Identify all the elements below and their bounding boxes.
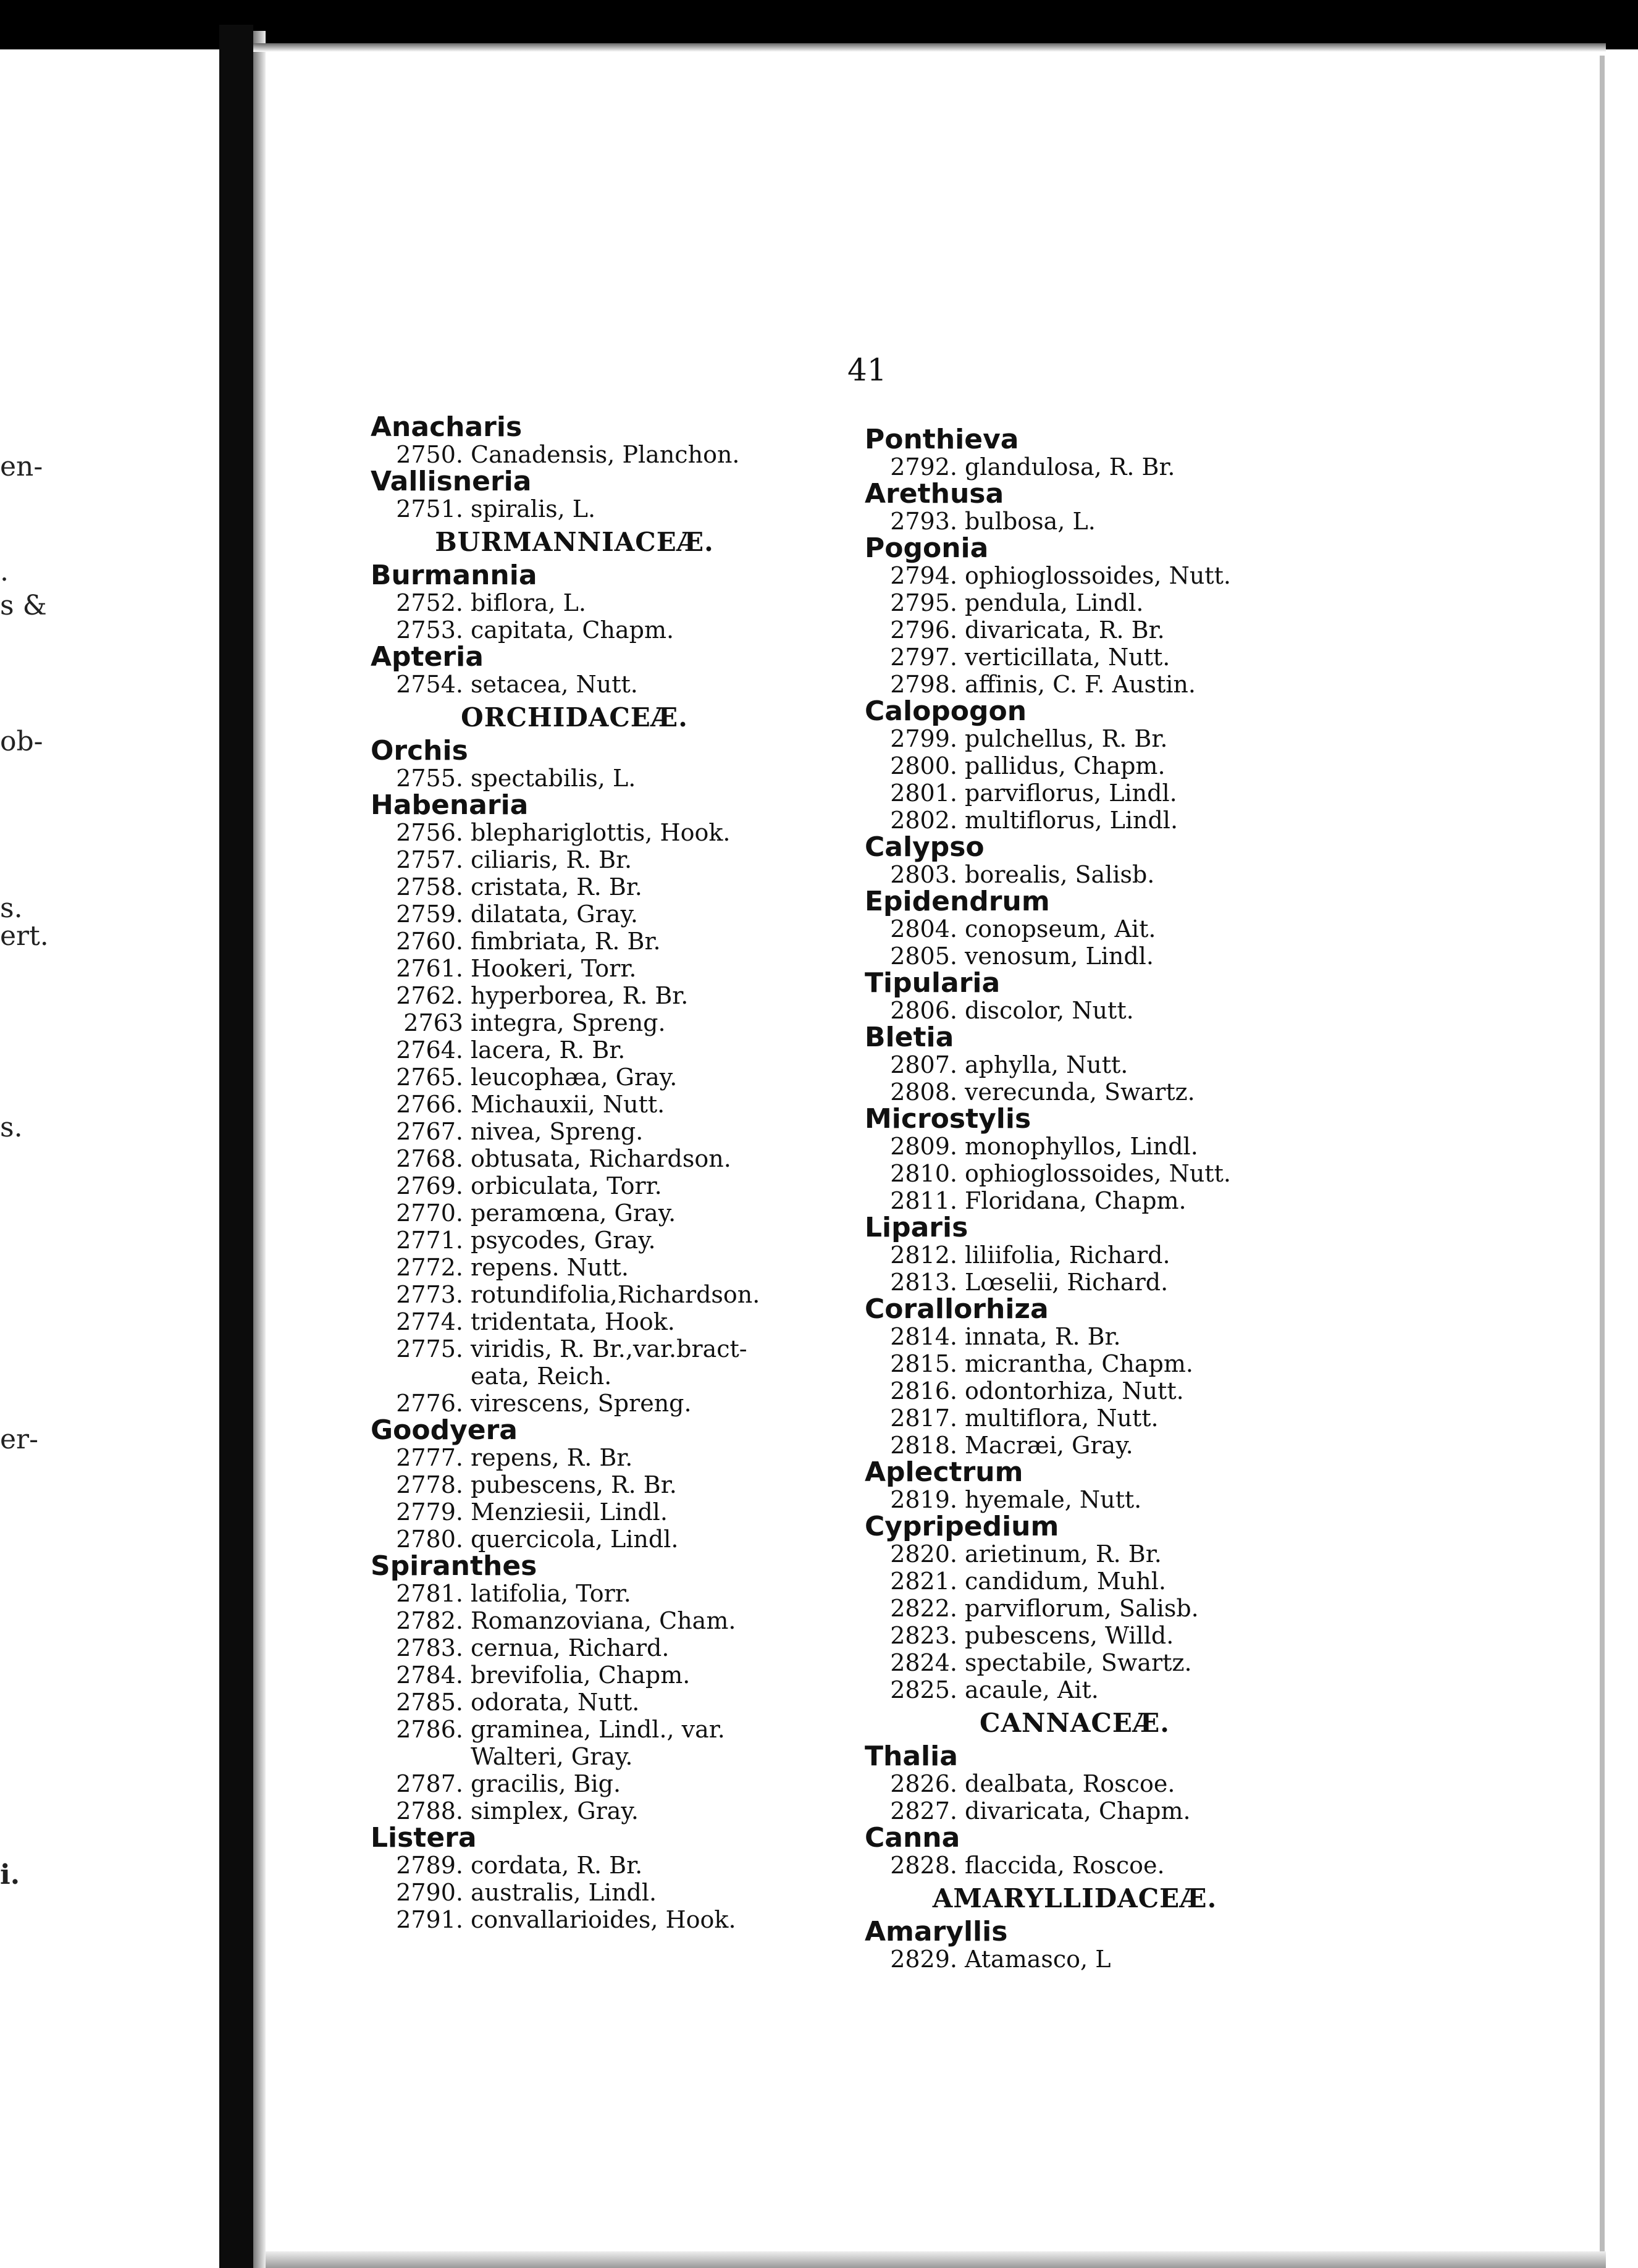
species-number: 2814. <box>890 1323 957 1350</box>
species-name: innata, R. Br. <box>965 1323 1121 1350</box>
species-name: fimbriata, R. Br. <box>471 928 661 955</box>
species-number: 2818. <box>890 1432 957 1459</box>
species-name: lacera, R. Br. <box>471 1036 626 1064</box>
species-number: 2758. <box>396 873 463 901</box>
species-name: verecunda, Swartz. <box>965 1078 1195 1106</box>
species-entry <box>865 1187 1470 1214</box>
species-name: odorata, Nutt. <box>471 1689 640 1716</box>
species-number: 2787. <box>396 1770 463 1797</box>
species-name: peramœna, Gray. <box>471 1199 676 1227</box>
species-name: glandulosa, R. Br. <box>965 453 1175 481</box>
book-spine <box>219 25 253 2268</box>
left-fragment: . <box>0 556 9 587</box>
species-number: 2770. <box>396 1199 463 1227</box>
species-number: 2789. <box>396 1852 463 1879</box>
species-name: Michauxii, Nutt. <box>471 1091 665 1118</box>
species-name: spectabile, Swartz. <box>965 1649 1192 1676</box>
species-name: leucophæa, Gray. <box>471 1064 678 1091</box>
species-number: 2817. <box>890 1405 957 1432</box>
species-number: 2813. <box>890 1269 957 1296</box>
species-number: 2790. <box>396 1879 463 1906</box>
species-number: 2820. <box>890 1540 957 1568</box>
species-name: divaricata, Chapm. <box>965 1797 1191 1825</box>
species-name: viridis, R. Br.,var.bract- <box>471 1335 747 1363</box>
species-entry <box>865 616 1470 644</box>
genus-heading: Goodyera <box>371 1414 518 1446</box>
species-name: bulbosa, L. <box>965 508 1096 535</box>
species-number: 2754. <box>396 671 463 698</box>
species-number: 2761. <box>396 955 463 982</box>
species-number: 2805. <box>890 943 957 970</box>
species-name: spectabilis, L. <box>471 765 636 792</box>
species-number: 2762. <box>396 982 463 1009</box>
species-entry <box>865 1323 1470 1350</box>
species-name: parviflorum, Salisb. <box>965 1595 1199 1622</box>
family-heading: CANNACEÆ. <box>980 1708 1170 1738</box>
species-entry <box>865 1595 1470 1622</box>
species-number: 2824. <box>890 1649 957 1676</box>
species-entry <box>865 1405 1470 1432</box>
species-entry <box>865 997 1470 1024</box>
right-column <box>865 426 1470 1973</box>
species-name: dilatata, Gray. <box>471 901 638 928</box>
genus-heading: Epidendrum <box>865 886 1050 917</box>
species-number: 2798. <box>890 671 957 698</box>
species-number: 2786. <box>396 1716 463 1743</box>
species-number: 2764. <box>396 1036 463 1064</box>
species-number: 2804. <box>890 915 957 943</box>
species-name: Hookeri, Torr. <box>471 955 637 982</box>
left-fragment: en- <box>0 451 43 482</box>
species-name: multiflorus, Lindl. <box>965 807 1178 834</box>
species-name: Atamasco, L <box>965 1946 1111 1973</box>
species-number: 2782. <box>396 1607 463 1634</box>
species-number: 2780. <box>396 1526 463 1553</box>
species-name: rotundifolia,Richardson. <box>471 1281 760 1308</box>
species-entry <box>865 1540 1470 1568</box>
species-number: 2802. <box>890 807 957 834</box>
species-entry <box>865 1797 1470 1825</box>
species-number: 2788. <box>396 1797 463 1825</box>
species-name: Macræi, Gray. <box>965 1432 1133 1459</box>
genus-heading: Aplectrum <box>865 1456 1023 1488</box>
page-gutter <box>253 31 266 2268</box>
species-name: cristata, R. Br. <box>471 873 642 901</box>
species-name: graminea, Lindl., var. <box>471 1716 725 1743</box>
species-entry <box>865 671 1470 698</box>
species-name: capitata, Chapm. <box>471 616 674 644</box>
species-name: cordata, R. Br. <box>471 1852 643 1879</box>
species-number: 2757. <box>396 846 463 873</box>
page-bottom-edge <box>266 2251 1606 2268</box>
species-entry <box>865 1051 1470 1078</box>
species-entry <box>865 1241 1470 1269</box>
species-name: Menziesii, Lindl. <box>471 1498 668 1526</box>
species-name: simplex, Gray. <box>471 1797 639 1825</box>
species-number: 2755. <box>396 765 463 792</box>
species-entry <box>865 1350 1470 1377</box>
species-number: 2806. <box>890 997 957 1024</box>
species-name: repens, R. Br. <box>471 1444 633 1471</box>
species-name: brevifolia, Chapm. <box>471 1661 691 1689</box>
species-number: 2773. <box>396 1281 463 1308</box>
species-name: parviflorus, Lindl. <box>965 779 1177 807</box>
species-name: cernua, Richard. <box>471 1634 670 1661</box>
species-name: aphylla, Nutt. <box>965 1051 1128 1078</box>
species-number: 2771. <box>396 1227 463 1254</box>
genus-heading: Liparis <box>865 1212 968 1243</box>
species-name: convallarioides, Hook. <box>471 1906 736 1933</box>
species-name: integra, Spreng. <box>471 1009 666 1036</box>
species-name: discolor, Nutt. <box>965 997 1134 1024</box>
species-name: pubescens, R. Br. <box>471 1471 677 1498</box>
species-entry <box>865 915 1470 943</box>
species-number: 2800. <box>890 752 957 779</box>
species-entry <box>865 1649 1470 1676</box>
species-entry <box>865 725 1470 752</box>
species-number: 2793. <box>890 508 957 535</box>
species-number: 2811. <box>890 1187 957 1214</box>
species-number: 2766. <box>396 1091 463 1118</box>
genus-heading: Orchis <box>371 735 468 766</box>
species-number: 2803. <box>890 861 957 888</box>
species-name: arietinum, R. Br. <box>965 1540 1162 1568</box>
species-entry <box>865 1852 1470 1879</box>
species-name: monophyllos, Lindl. <box>965 1133 1198 1160</box>
species-entry <box>865 644 1470 671</box>
species-number: 2760. <box>396 928 463 955</box>
species-number: 2808. <box>890 1078 957 1106</box>
species-name: biflora, L. <box>471 589 586 616</box>
species-number: 2785. <box>396 1689 463 1716</box>
species-name: repens. Nutt. <box>471 1254 629 1281</box>
left-fragment: ert. <box>0 920 49 952</box>
species-entry <box>865 1568 1470 1595</box>
species-entry <box>865 807 1470 834</box>
species-number: 2823. <box>890 1622 957 1649</box>
species-name: venosum, Lindl. <box>965 943 1154 970</box>
species-number: 2796. <box>890 616 957 644</box>
species-name: micrantha, Chapm. <box>965 1350 1193 1377</box>
species-number: 2810. <box>890 1160 957 1187</box>
species-name: verticillata, Nutt. <box>965 644 1170 671</box>
species-name: borealis, Salisb. <box>965 861 1155 888</box>
species-name: psycodes, Gray. <box>471 1227 656 1254</box>
species-name: gracilis, Big. <box>471 1770 621 1797</box>
species-number: 2809. <box>890 1133 957 1160</box>
species-entry <box>865 861 1470 888</box>
species-entry <box>865 1676 1470 1703</box>
species-entry <box>865 1622 1470 1649</box>
species-name: conopseum, Ait. <box>965 915 1156 943</box>
species-entry <box>865 508 1470 535</box>
species-name: Floridana, Chapm. <box>965 1187 1186 1214</box>
species-number: 2765. <box>396 1064 463 1091</box>
species-number: 2829. <box>890 1946 957 1973</box>
family-heading: AMARYLLIDACEÆ. <box>932 1883 1217 1913</box>
page-top-edge <box>253 43 1606 52</box>
species-name: nivea, Spreng. <box>471 1118 644 1145</box>
species-name: eata, Reich. <box>471 1363 612 1390</box>
species-entry <box>865 752 1470 779</box>
genus-heading: Vallisneria <box>371 466 532 497</box>
page-right-edge <box>1600 56 1605 2254</box>
species-entry <box>865 1432 1470 1459</box>
species-number: 2825. <box>890 1676 957 1703</box>
species-number: 2781. <box>396 1580 463 1607</box>
species-number: 2797. <box>890 644 957 671</box>
species-number: 2799. <box>890 725 957 752</box>
species-number: 2827. <box>890 1797 957 1825</box>
species-name: ciliaris, R. Br. <box>471 846 632 873</box>
species-name: Lœselii, Richard. <box>965 1269 1169 1296</box>
species-number: 2826. <box>890 1770 957 1797</box>
species-number: 2784. <box>396 1661 463 1689</box>
left-fragment: s. <box>0 1112 23 1143</box>
species-entry <box>865 1770 1470 1797</box>
species-number: 2821. <box>890 1568 957 1595</box>
species-entry <box>865 1377 1470 1405</box>
genus-heading: Apteria <box>371 641 484 673</box>
species-number: 2759. <box>396 901 463 928</box>
species-number: 2763 <box>403 1009 463 1036</box>
family-heading: ORCHIDACEÆ. <box>461 702 688 733</box>
species-number: 2777. <box>396 1444 463 1471</box>
genus-heading: Ponthieva <box>865 424 1019 455</box>
species-number: 2756. <box>396 819 463 846</box>
species-number: 2792. <box>890 453 957 481</box>
species-number: 2750. <box>396 441 463 468</box>
species-entry <box>865 1078 1470 1106</box>
species-number: 2775. <box>396 1335 463 1363</box>
species-name: acaule, Ait. <box>965 1676 1099 1703</box>
species-number: 2753. <box>396 616 463 644</box>
species-name: liliifolia, Richard. <box>965 1241 1170 1269</box>
species-number: 2752. <box>396 589 463 616</box>
species-entry <box>865 589 1470 616</box>
species-number: 2816. <box>890 1377 957 1405</box>
species-number: 2791. <box>396 1906 463 1933</box>
genus-heading: Bletia <box>865 1022 954 1053</box>
left-fragment: s. <box>0 892 23 924</box>
species-name: hyperborea, R. Br. <box>471 982 689 1009</box>
species-name: tridentata, Hook. <box>471 1308 675 1335</box>
species-name: flaccida, Roscoe. <box>965 1852 1165 1879</box>
genus-heading: Cypripedium <box>865 1511 1059 1542</box>
genus-heading: Burmannia <box>371 560 537 591</box>
species-entry <box>865 779 1470 807</box>
species-name: quercicola, Lindl. <box>471 1526 679 1553</box>
species-entry <box>865 1946 1470 1973</box>
left-fragment: s & <box>0 590 47 621</box>
species-name: Walteri, Gray. <box>471 1743 633 1770</box>
genus-heading: Corallorhiza <box>865 1293 1049 1325</box>
species-name: dealbata, Roscoe. <box>965 1770 1175 1797</box>
species-name: odontorhiza, Nutt. <box>965 1377 1184 1405</box>
genus-heading: Arethusa <box>865 478 1004 510</box>
species-name: affinis, C. F. Austin. <box>965 671 1196 698</box>
species-entry <box>865 453 1470 481</box>
species-name: orbiculata, Torr. <box>471 1172 662 1199</box>
species-name: ophioglossoides, Nutt. <box>965 1160 1231 1187</box>
species-number: 2767. <box>396 1118 463 1145</box>
species-number: 2768. <box>396 1145 463 1172</box>
species-number: 2772. <box>396 1254 463 1281</box>
species-name: multiflora, Nutt. <box>965 1405 1159 1432</box>
species-number: 2801. <box>890 779 957 807</box>
species-entry <box>865 562 1470 589</box>
species-number: 2783. <box>396 1634 463 1661</box>
species-number: 2779. <box>396 1498 463 1526</box>
genus-heading: Calypso <box>865 831 985 863</box>
genus-heading: Listera <box>371 1822 477 1854</box>
species-name: pubescens, Willd. <box>965 1622 1174 1649</box>
species-name: spiralis, L. <box>471 495 596 523</box>
species-name: setacea, Nutt. <box>471 671 638 698</box>
species-number: 2795. <box>890 589 957 616</box>
genus-heading: Microstylis <box>865 1103 1031 1135</box>
species-name: ophioglossoides, Nutt. <box>965 562 1231 589</box>
genus-heading: Thalia <box>865 1741 958 1772</box>
genus-heading: Habenaria <box>371 789 529 821</box>
genus-heading: Pogonia <box>865 532 989 564</box>
species-name: divaricata, R. Br. <box>965 616 1165 644</box>
species-number: 2769. <box>396 1172 463 1199</box>
species-number: 2774. <box>396 1308 463 1335</box>
left-fragment: er- <box>0 1424 38 1455</box>
species-name: pendula, Lindl. <box>965 589 1144 616</box>
left-fragment: i. <box>0 1859 20 1891</box>
genus-heading: Canna <box>865 1822 960 1854</box>
species-name: candidum, Muhl. <box>965 1568 1166 1595</box>
species-name: blephariglottis, Hook. <box>471 819 731 846</box>
genus-heading: Anacharis <box>371 411 523 443</box>
species-entry <box>865 1133 1470 1160</box>
page-number: 41 <box>847 352 887 388</box>
species-name: virescens, Spreng. <box>471 1390 692 1417</box>
species-name: pulchellus, R. Br. <box>965 725 1168 752</box>
species-number: 2776. <box>396 1390 463 1417</box>
genus-heading: Amaryllis <box>865 1916 1008 1947</box>
species-number: 2822. <box>890 1595 957 1622</box>
species-name: pallidus, Chapm. <box>965 752 1166 779</box>
species-number: 2828. <box>890 1852 957 1879</box>
left-fragment: ob- <box>0 726 43 757</box>
species-entry <box>865 1486 1470 1513</box>
species-number: 2819. <box>890 1486 957 1513</box>
genus-heading: Spiranthes <box>371 1550 537 1582</box>
species-name: australis, Lindl. <box>471 1879 657 1906</box>
species-entry <box>865 1269 1470 1296</box>
species-name: hyemale, Nutt. <box>965 1486 1142 1513</box>
species-number: 2778. <box>396 1471 463 1498</box>
species-name: Canadensis, Planchon. <box>471 441 740 468</box>
species-number: 2807. <box>890 1051 957 1078</box>
genus-heading: Tipularia <box>865 967 1001 999</box>
species-number: 2794. <box>890 562 957 589</box>
genus-heading: Calopogon <box>865 695 1027 727</box>
species-name: Romanzoviana, Cham. <box>471 1607 736 1634</box>
species-entry <box>865 1160 1470 1187</box>
species-number: 2751. <box>396 495 463 523</box>
species-name: latifolia, Torr. <box>471 1580 631 1607</box>
species-entry <box>865 943 1470 970</box>
species-number: 2815. <box>890 1350 957 1377</box>
species-name: obtusata, Richardson. <box>471 1145 731 1172</box>
family-heading: BURMANNIACEÆ. <box>435 527 714 557</box>
species-number: 2812. <box>890 1241 957 1269</box>
